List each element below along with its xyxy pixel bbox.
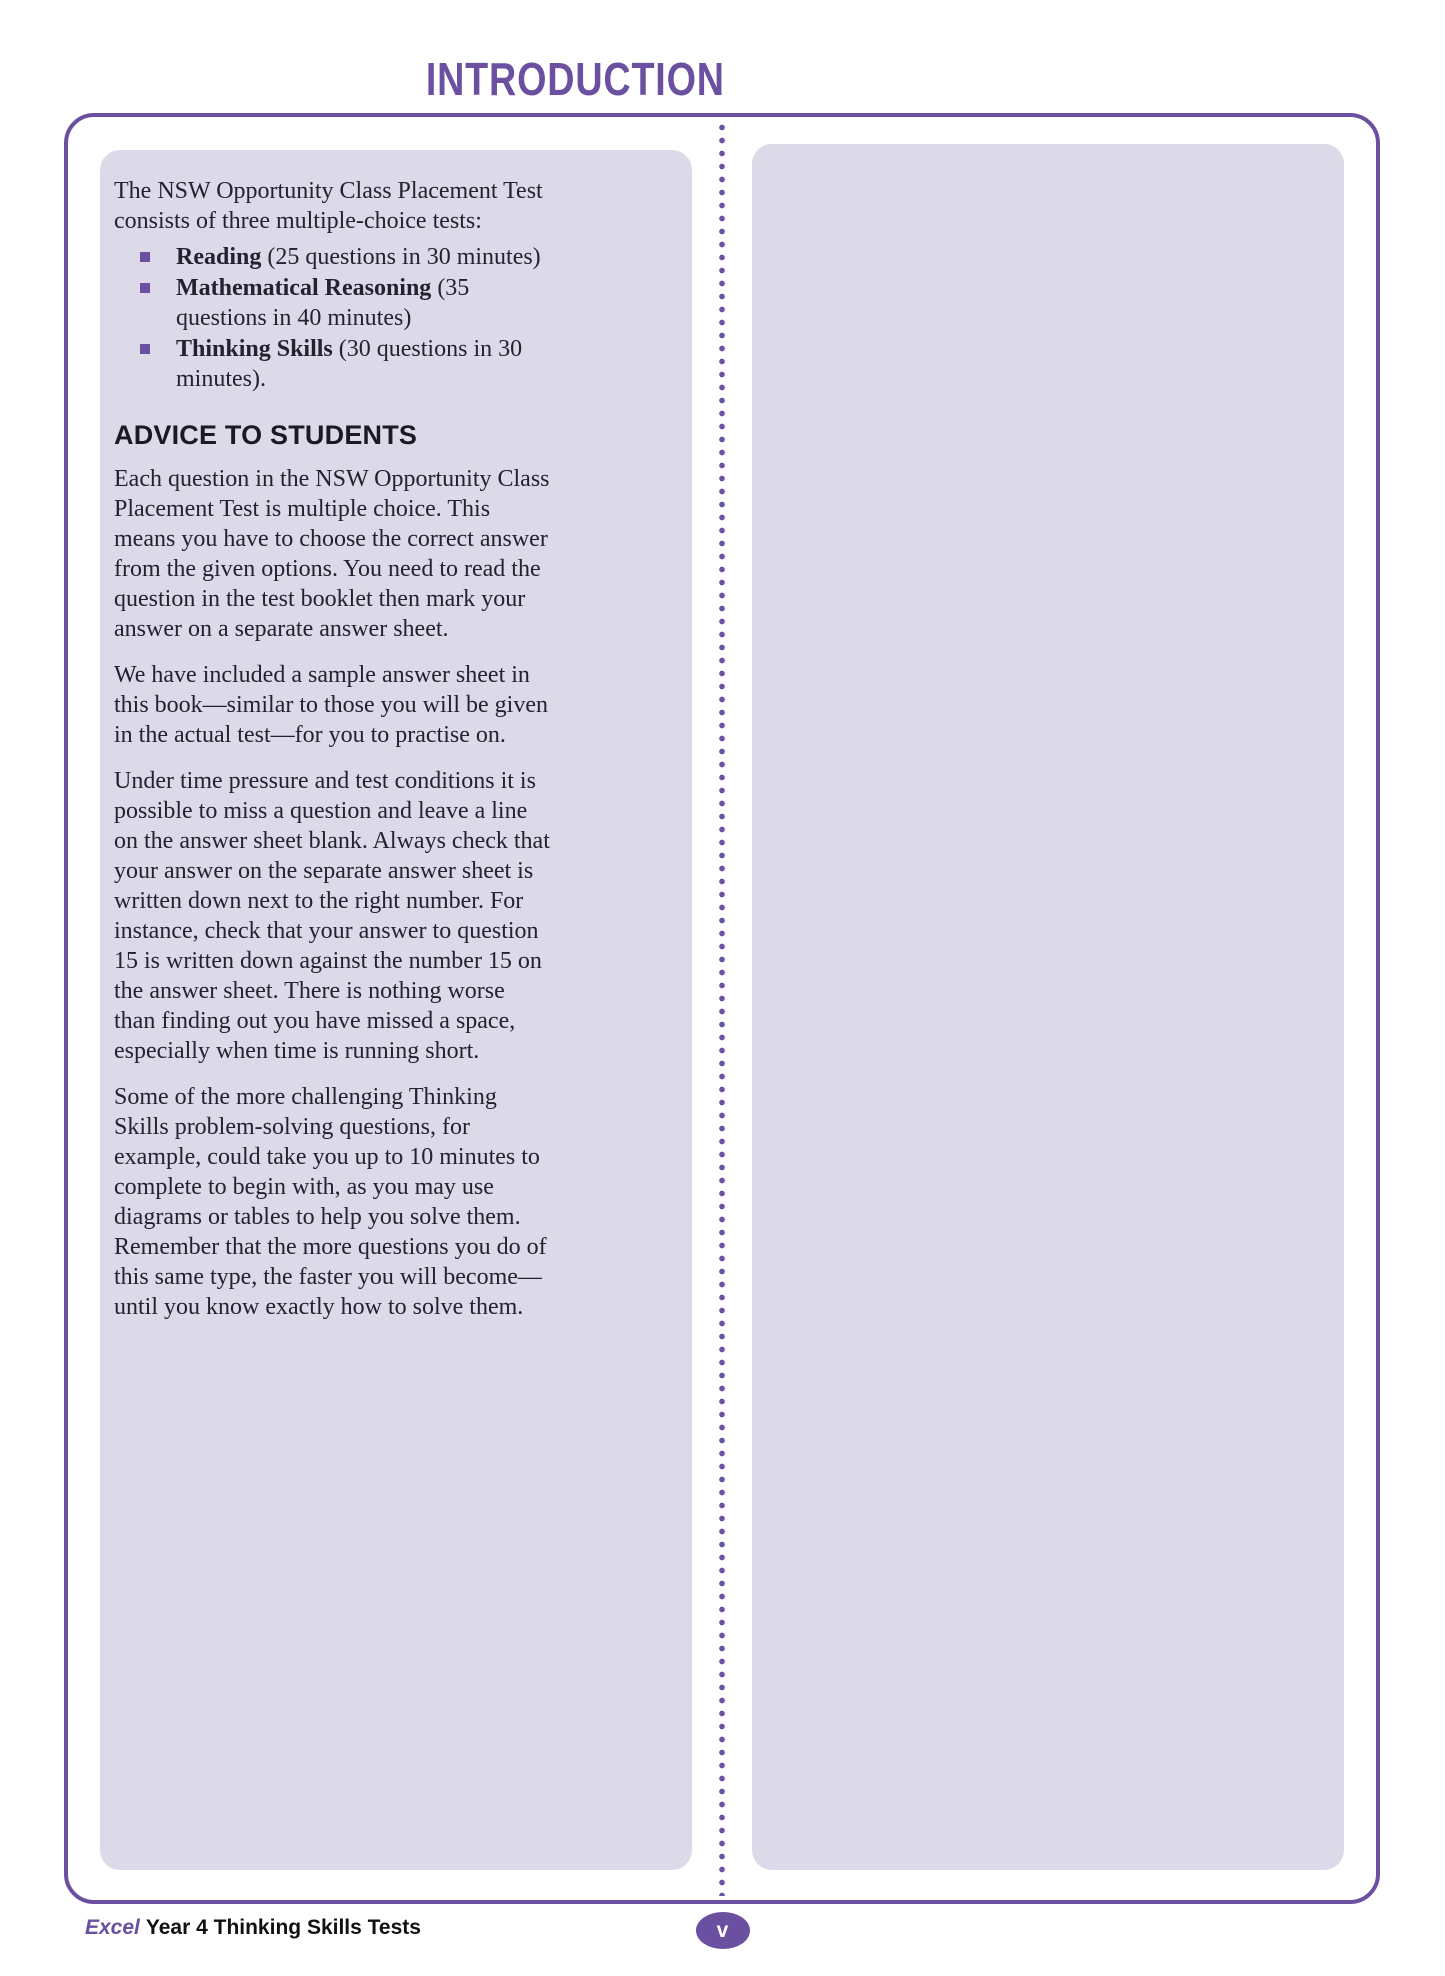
list-item [114, 242, 552, 272]
paragraph: We have included a sample answer sheet in this book—similar to those you will be given in the actual test—for you to practise on. [114, 662, 548, 748]
test-detail: (35 questions in 40 minutes) [176, 275, 470, 331]
paragraph: Under time pressure and test conditions it is possible to miss a question and leave a line on the answer sheet blank. Always check that your answer on the separate answer sheet is written down next to the right number. For instance, check that your answer to question 15 is written down against the number 15 on the answer sheet. There is nothing worse than finding out you have missed a space, especially when time is running short. [114, 768, 550, 1064]
left-text-panel [100, 150, 692, 1870]
page-title-wrap [0, 52, 1150, 106]
test-name: Thinking Skills [176, 336, 333, 362]
square-bullet-icon [140, 344, 150, 354]
excel-brand-logo: Excel [85, 1916, 140, 1939]
right-column [722, 117, 1376, 1900]
content-frame [64, 113, 1380, 1904]
page-footer [0, 1908, 1445, 1958]
test-list [114, 242, 552, 394]
paragraph: Some of the more challenging Thinking Skills problem-solving questions, for example, could take you up to 10 minutes to complete to begin with, as you may use diagrams or tables to help you solve them. Remember that the more questions you do of this same type, the faster you will become—until you know exactly how to solve them. [114, 1084, 547, 1320]
test-name: Reading [176, 244, 262, 270]
intro-paragraph: The NSW Opportunity Class Placement Test consists of three multiple-choice tests: [114, 178, 543, 234]
left-column [68, 117, 722, 1900]
list-item-text [176, 334, 552, 394]
page-title: INTRODUCTION [425, 53, 725, 105]
square-bullet-icon [140, 252, 150, 262]
paragraph: Each question in the NSW Opportunity Class Placement Test is multiple choice. This means you have to choose the correct answer from the given options. You need to read the question in the test booklet then mark your answer on a separate answer sheet. [114, 466, 550, 642]
footer-series-title: Year 4 Thinking Skills Tests [145, 1916, 421, 1939]
list-item [114, 334, 552, 394]
square-bullet-icon [140, 283, 150, 293]
footer-book-title [85, 1916, 421, 1940]
advice-heading: ADVICE TO STUDENTS [114, 420, 418, 450]
list-item-text [176, 242, 552, 272]
test-name: Mathematical Reasoning [176, 275, 432, 301]
test-detail: (25 questions in 30 minutes) [261, 244, 541, 270]
list-item [114, 273, 552, 333]
test-detail: (30 questions in 30 minutes). [176, 336, 523, 392]
right-empty-panel [752, 144, 1344, 1870]
list-item-text [176, 273, 552, 333]
page-number-badge: v [696, 1912, 750, 1949]
